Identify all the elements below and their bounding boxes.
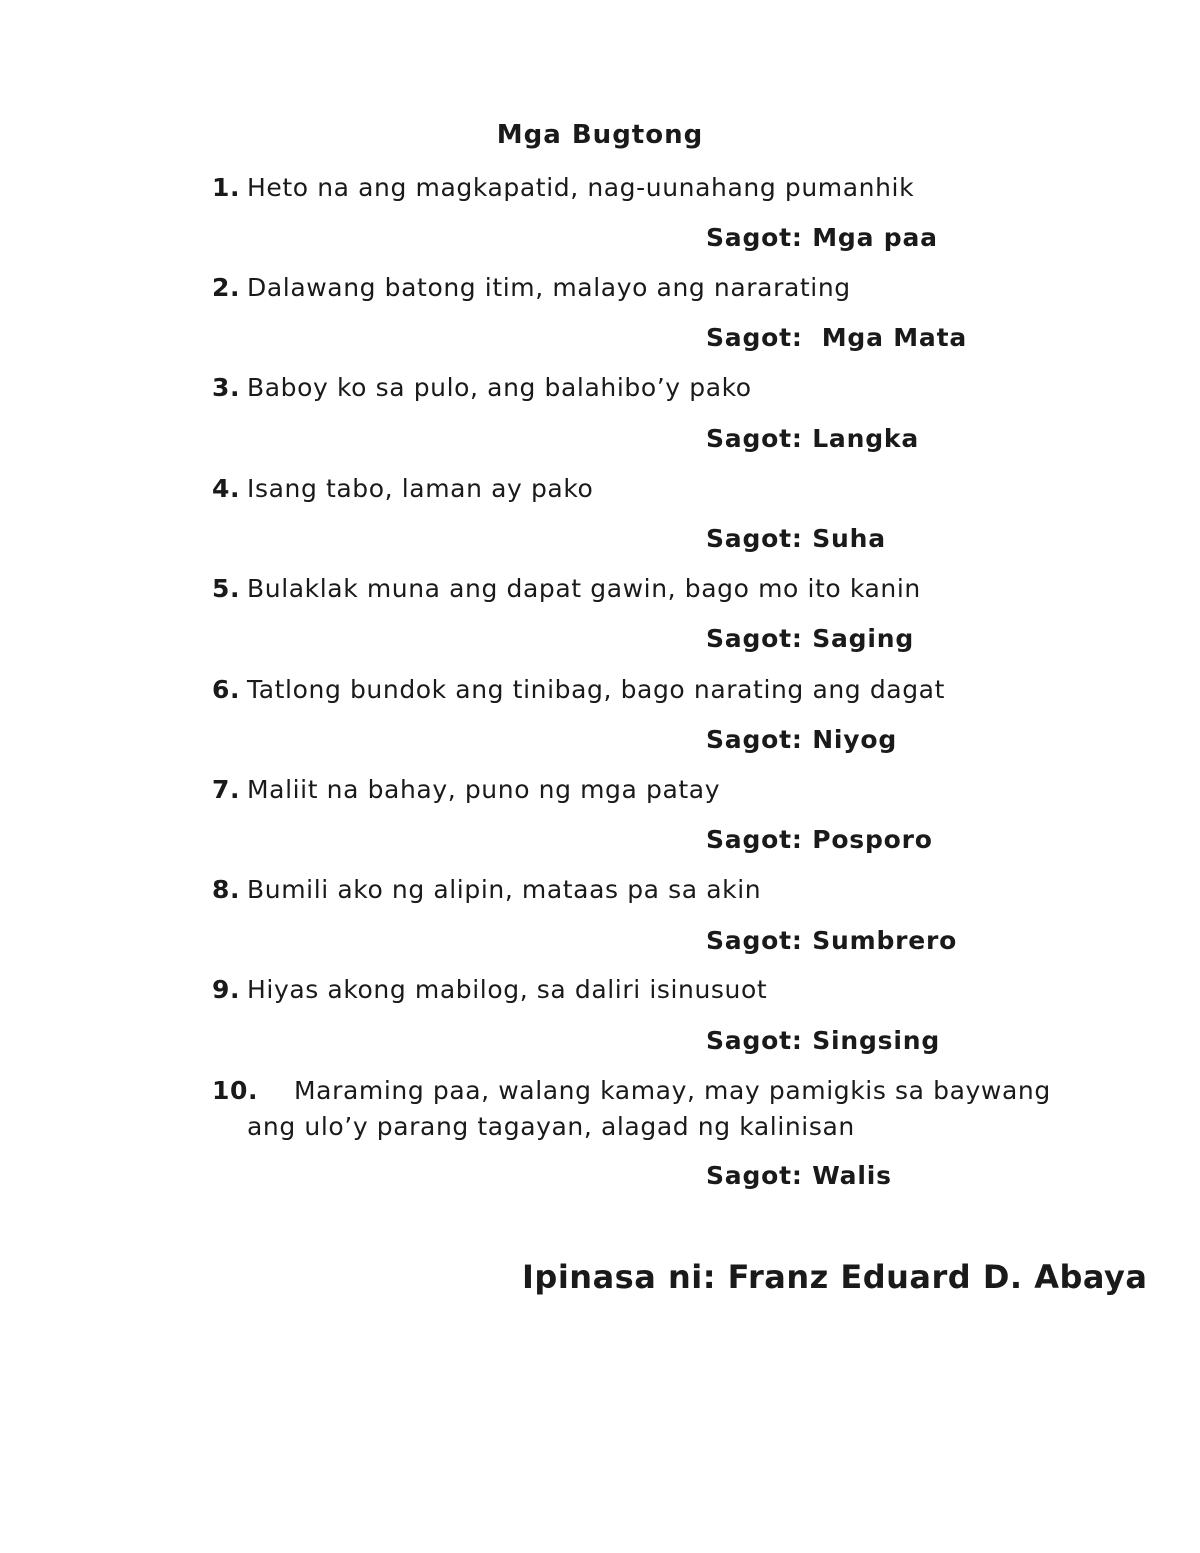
riddle-text: Dalawang batong itim, malayo ang nararating [247,273,851,302]
riddle-text: Hiyas akong mabilog, sa daliri isinusuot [247,975,768,1004]
submitted-by: Ipinasa ni: Franz Eduard D. Abaya [522,1258,1148,1296]
riddle-answer-6: Sagot: Niyog [706,725,898,754]
riddle-text: Maraming paa, walang kamay, may pamigkis sa baywang [294,1076,1051,1105]
title-text: Mga Bugtong [496,120,704,150]
riddle-number: 6. [212,675,241,704]
riddle-answer-5: Sagot: Saging [706,624,915,653]
riddle-text: Baboy ko sa pulo, ang balahibo’y pako [247,373,752,402]
riddle-answer-7: Sagot: Posporo [706,825,933,854]
riddle-item-5 [212,571,1132,607]
riddle-item-10 [212,1073,1132,1145]
riddle-item-2 [212,270,1132,306]
riddle-answer-2: Sagot: Mga Mata [706,323,968,352]
riddle-answer-10: Sagot: Walis [706,1161,892,1190]
riddle-answer-3: Sagot: Langka [706,424,919,453]
riddle-item-7 [212,772,1132,808]
riddle-number: 8. [212,875,241,904]
riddle-text: Heto na ang magkapatid, nag-uunahang pumanhik [247,173,915,202]
riddle-answer-8: Sagot: Sumbrero [706,926,958,955]
riddle-item-6 [212,672,1132,708]
riddle-answer-1: Sagot: Mga paa [706,223,938,252]
riddle-item-9 [212,972,1132,1008]
riddle-number: 7. [212,775,241,804]
riddle-number: 3. [212,373,241,402]
riddle-answer-9: Sagot: Singsing [706,1026,941,1055]
riddle-number: 10. [212,1076,259,1105]
riddle-answer-4: Sagot: Suha [706,524,886,553]
riddle-number: 9. [212,975,241,1004]
riddle-text: Isang tabo, laman ay pako [247,474,594,503]
riddle-text-continued: ang ulo’y parang tagayan, alagad ng kalinisan [247,1112,855,1141]
riddle-number: 1. [212,173,241,202]
riddle-text: Bulaklak muna ang dapat gawin, bago mo ito kanin [247,574,921,603]
riddle-number: 5. [212,574,241,603]
document-title [0,120,1200,150]
riddle-item-4 [212,471,1132,507]
riddle-item-3 [212,370,1132,406]
riddle-item-1 [212,170,1132,206]
riddle-text: Tatlong bundok ang tinibag, bago narating ang dagat [247,675,946,704]
riddle-number: 4. [212,474,241,503]
riddle-text: Maliit na bahay, puno ng mga patay [247,775,721,804]
riddle-number: 2. [212,273,241,302]
riddle-item-8 [212,872,1132,908]
riddle-text: Bumili ako ng alipin, mataas pa sa akin [247,875,762,904]
